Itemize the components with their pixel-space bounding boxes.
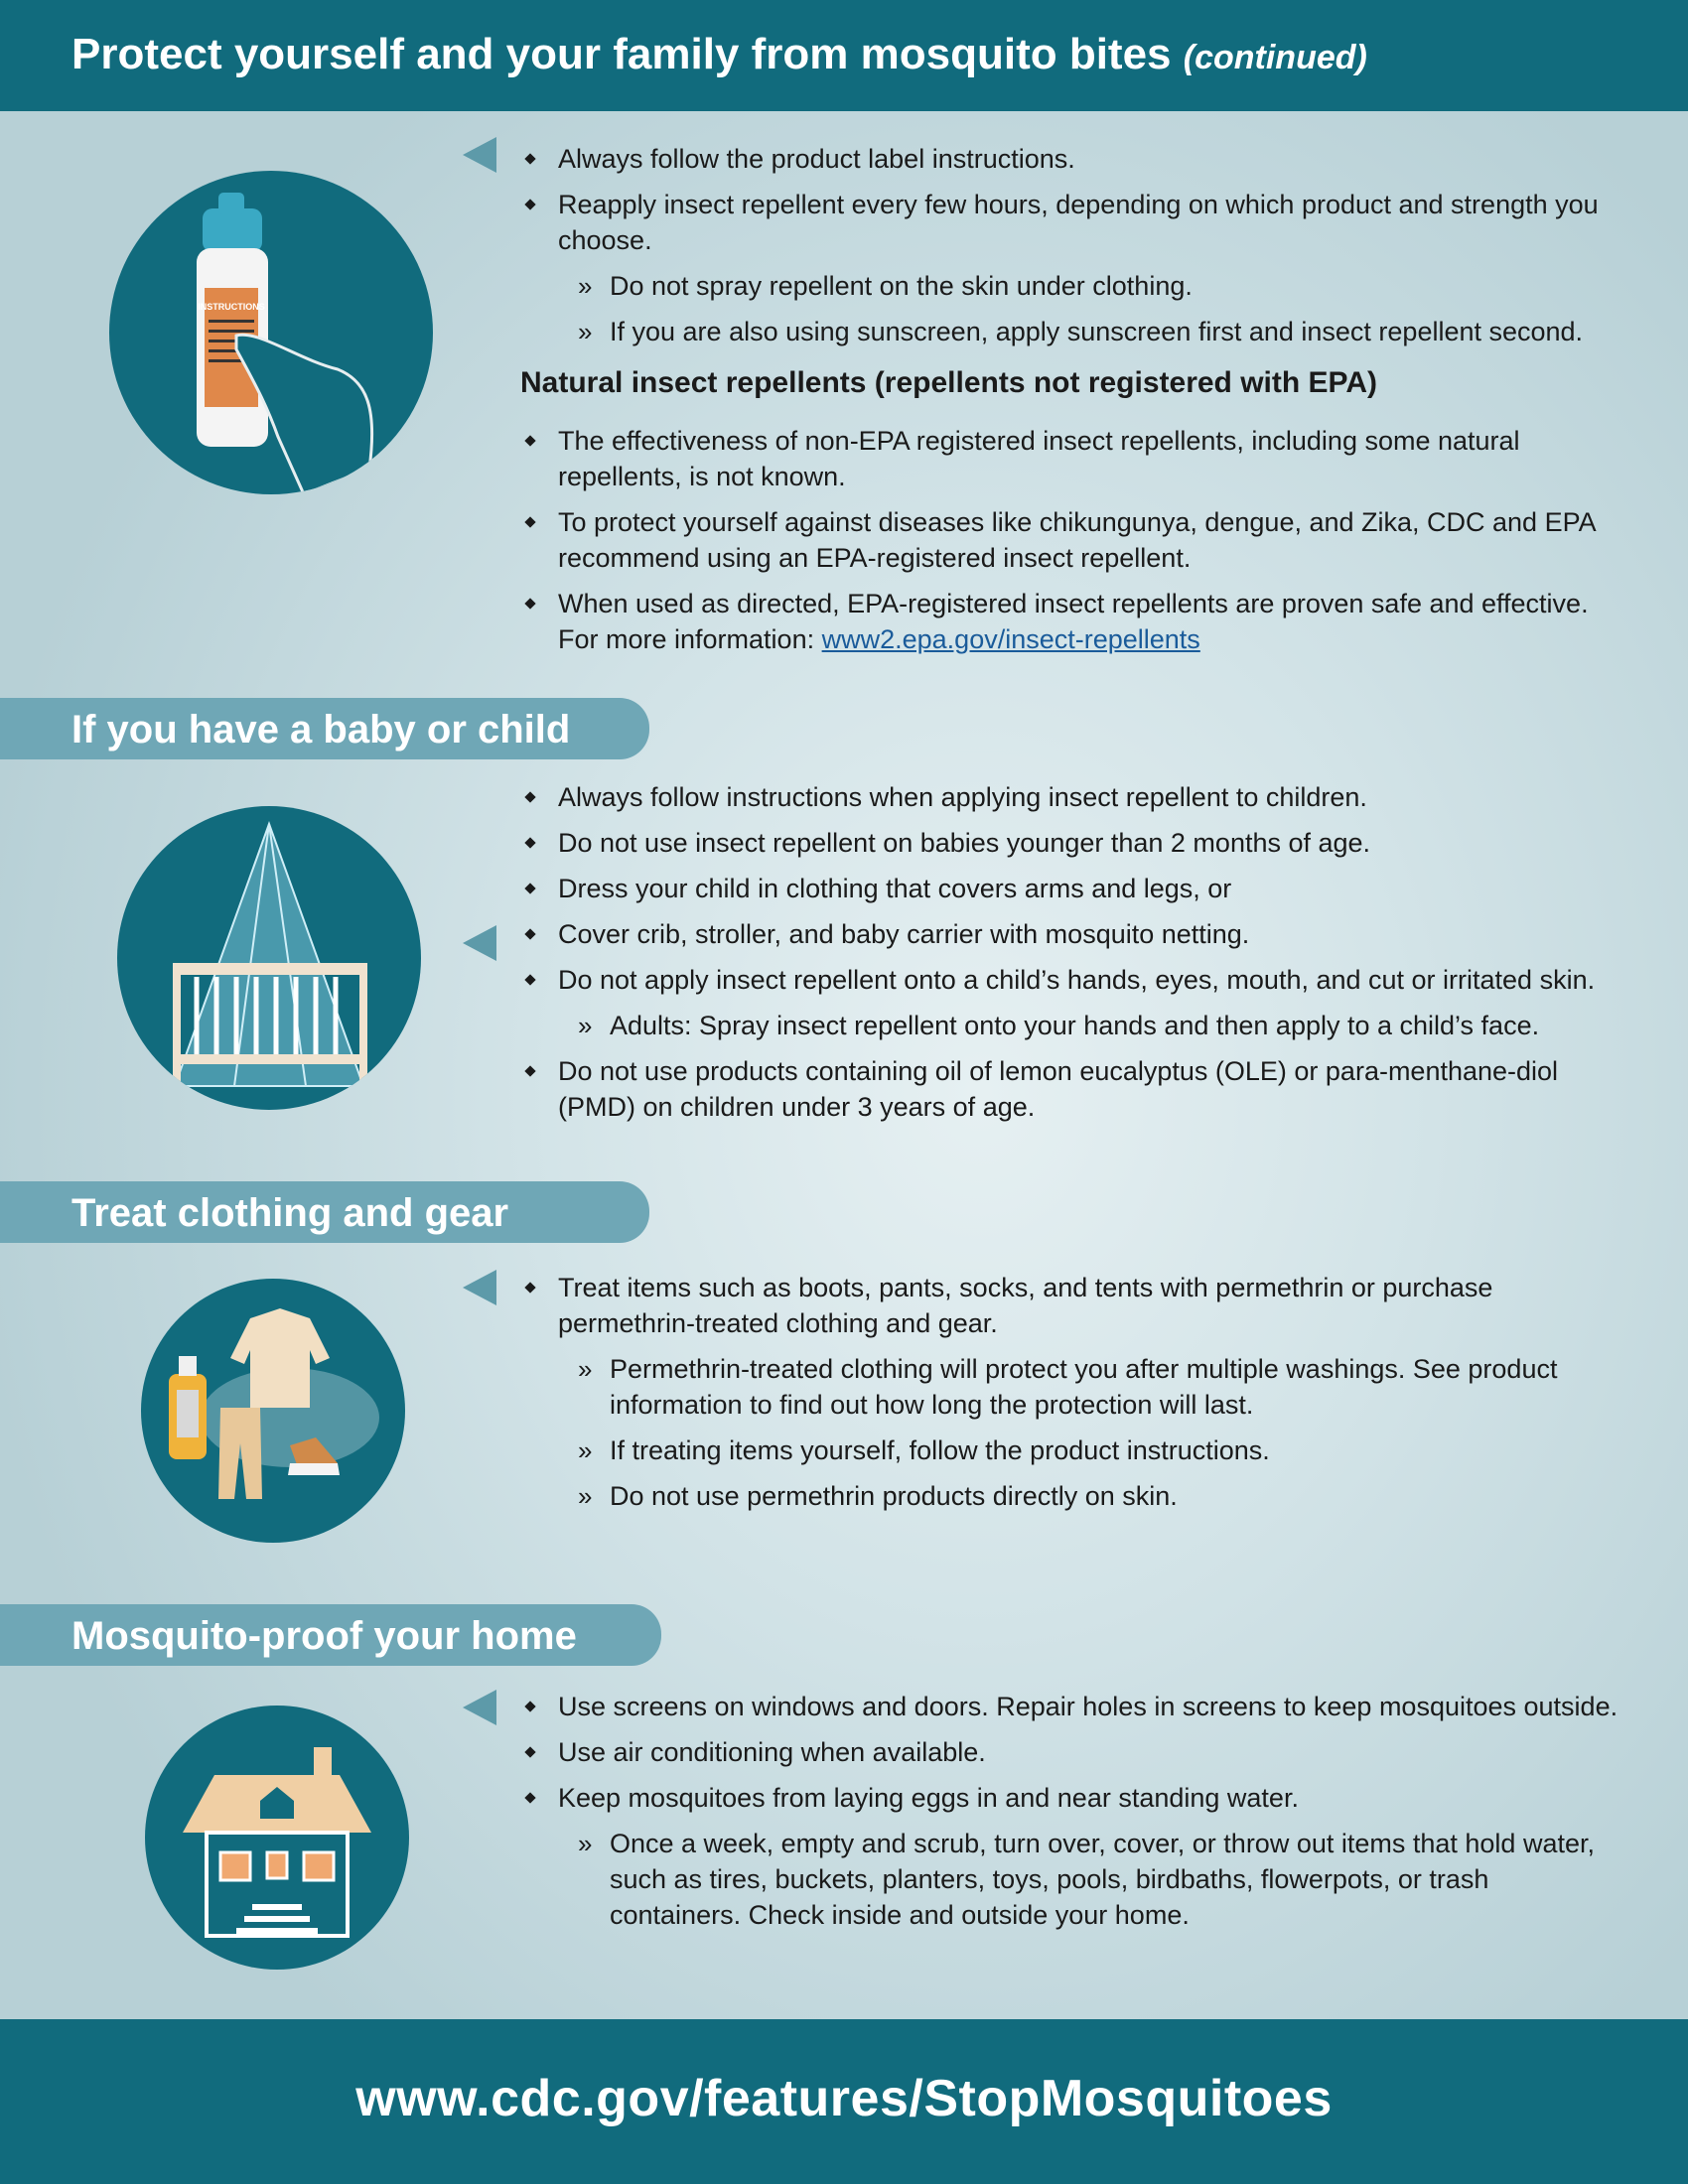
- list-item: The effectiveness of non-EPA registered insect repellents, including some natural repellents, is not known.: [520, 423, 1622, 494]
- sub-list-item: » If treating items yourself, follow the product instructions.: [520, 1433, 1622, 1468]
- section1-list: [520, 141, 1622, 349]
- section-heading-text: Mosquito-proof your home: [71, 1614, 577, 1658]
- section2-pointer: [463, 925, 496, 961]
- page-footer: [0, 2019, 1688, 2184]
- section-heading-home: [0, 1604, 661, 1666]
- list-item: Keep mosquitoes from laying eggs in and near standing water.: [520, 1780, 1622, 1816]
- section-heading-text: Treat clothing and gear: [71, 1191, 509, 1235]
- list-item: Use air conditioning when available.: [520, 1734, 1622, 1770]
- list-item: Dress your child in clothing that covers arms and legs, or: [520, 871, 1622, 906]
- list-item: Always follow instructions when applying insect repellent to children.: [520, 779, 1622, 815]
- section-heading-baby: [0, 698, 649, 759]
- list-item: To protect yourself against diseases like chikungunya, dengue, and Zika, CDC and EPA recommend using an EPA-registered insect repellent.: [520, 504, 1622, 576]
- list-item: Reapply insect repellent every few hours, depending on which product and strength you choose.: [520, 187, 1622, 258]
- title-suffix: (continued): [1183, 39, 1367, 76]
- sub-list-item: » Once a week, empty and scrub, turn over, cover, or throw out items that hold water, such as tires, buckets, planters, toys, pools, birdbaths, flowerpots, or trash containers. Check inside and outside your home.: [520, 1826, 1622, 1933]
- natural-repellents-subheading: Natural insect repellents (repellents not registered with EPA): [520, 366, 1377, 399]
- natural-repellents-list: [520, 423, 1622, 657]
- list-item: Treat items such as boots, pants, socks, and tents with permethrin or purchase permethrin-treated clothing and gear.: [520, 1270, 1622, 1341]
- sub-list-item: » Do not spray repellent on the skin under clothing.: [520, 268, 1622, 304]
- list-item: Use screens on windows and doors. Repair holes in screens to keep mosquitoes outside.: [520, 1689, 1622, 1724]
- repellent-spray-can-icon: [109, 171, 433, 494]
- list-item-text: When used as directed, EPA-registered insect repellents are proven safe and effective. For more information:: [558, 589, 1589, 654]
- list-item: Do not apply insect repellent onto a child’s hands, eyes, mouth, and cut or irritated skin.: [520, 962, 1622, 998]
- section3-content: [520, 1270, 1622, 1524]
- section2-list: [520, 779, 1622, 1125]
- section4-content: [520, 1689, 1622, 1943]
- list-item: [520, 586, 1622, 657]
- sub-list-item: » Do not use permethrin products directly on skin.: [520, 1478, 1622, 1514]
- section3-pointer: [463, 1270, 496, 1305]
- page-title: [71, 30, 1367, 79]
- section-heading-clothing: [0, 1181, 649, 1243]
- house-icon: [145, 1706, 409, 1970]
- section4-list: [520, 1689, 1622, 1933]
- crib-with-netting-icon: [117, 806, 421, 1110]
- page-header: [0, 0, 1688, 111]
- section-heading-text: If you have a baby or child: [71, 708, 571, 751]
- sub-list-item: » Adults: Spray insect repellent onto your hands and then apply to a child’s face.: [520, 1008, 1622, 1043]
- list-item: Do not use products containing oil of lemon eucalyptus (OLE) or para-menthane-diol (PMD) on children under 3 years of age.: [520, 1053, 1622, 1125]
- section1-pointer: [463, 137, 496, 173]
- sub-list-item: » If you are also using sunscreen, apply sunscreen first and insect repellent second.: [520, 314, 1622, 349]
- svg-text:INSTRUCTIONS: INSTRUCTIONS: [198, 302, 265, 312]
- sub-list-item: » Permethrin-treated clothing will protect you after multiple washings. See product information to find out how long the protection will last.: [520, 1351, 1622, 1423]
- section2-content: [520, 779, 1622, 1135]
- list-item: Always follow the product label instructions.: [520, 141, 1622, 177]
- cdc-url-link[interactable]: www.cdc.gov/features/StopMosquitoes: [355, 2070, 1333, 2127]
- section3-list: [520, 1270, 1622, 1514]
- list-item: Do not use insect repellent on babies younger than 2 months of age.: [520, 825, 1622, 861]
- section1-content: [520, 141, 1622, 667]
- title-text: Protect yourself and your family from mosquito bites: [71, 30, 1172, 78]
- clothing-and-gear-icon: [141, 1279, 405, 1543]
- list-item: Cover crib, stroller, and baby carrier with mosquito netting.: [520, 916, 1622, 952]
- section4-pointer: [463, 1690, 496, 1725]
- epa-link[interactable]: www2.epa.gov/insect-repellents: [821, 624, 1200, 654]
